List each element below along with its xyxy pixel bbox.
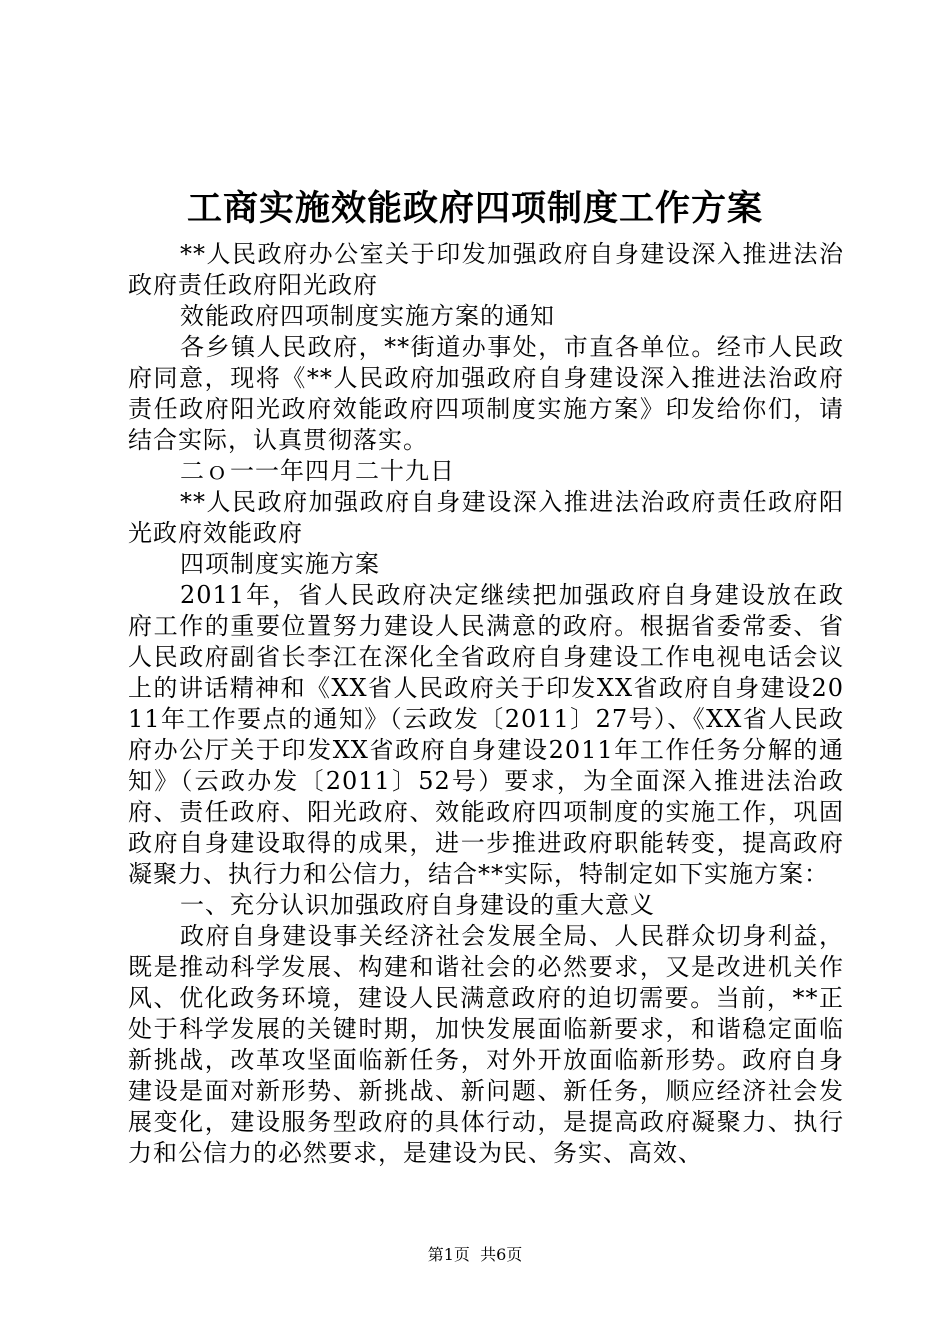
paragraph-plan-heading-2: 四项制度实施方案 <box>180 550 380 578</box>
page-footer <box>0 1244 950 1266</box>
paragraph-notice-heading-2: 效能政府四项制度实施方案的通知 <box>180 302 555 330</box>
page-number: 第1页 <box>427 1245 470 1264</box>
paragraph-plan-heading-1: **人民政府加强政府自身建设深入推进法治政府责任政府阳光政府效能政府 <box>128 488 844 547</box>
paragraph-notice-body: 各乡镇人民政府，**街道办事处，市直各单位。经市人民政府同意，现将《**人民政府加强政府自身建设深入推进法治政府责任政府阳光政府效能政府四项制度实施方案》印发给你们，请结合实际，认真贯彻落实。 <box>128 333 844 454</box>
paragraph-notice-heading-1: **人民政府办公室关于印发加强政府自身建设深入推进法治政府责任政府阳光政府 <box>128 240 844 299</box>
section-heading-1: 一、充分认识加强政府自身建设的重大意义 <box>180 891 655 919</box>
paragraph-plan-intro: 2011年，省人民政府决定继续把加强政府自身建设放在政府工作的重要位置努力建设人民满意的政府。根据省委常委、省人民政府副省长李江在深化全省政府自身建设工作电视电话会议上的讲话精神和《XX省人民政府关于印发XX省政府自身建设2011年工作要点的通知》（云政发〔2011〕27号）、《XX省人民政府办公厅关于印发XX省政府自身建设2011年工作任务分解的通知》（云政办发〔2011〕52号）要求，为全面深入推进法治政府、责任政府、阳光政府、效能政府四项制度的实施工作，巩固政府自身建设取得的成果，进一步推进政府职能转变，提高政府凝聚力、执行力和公信力，结合**实际，特制定如下实施方案： <box>128 581 844 888</box>
document-body <box>128 239 844 1169</box>
document-title: 工商实施效能政府四项制度工作方案 <box>186 188 763 229</box>
paragraph-section-1-body: 政府自身建设事关经济社会发展全局、人民群众切身利益，既是推动科学发展、构建和谐社会的必然要求，又是改进机关作风、优化政务环境，建设人民满意政府的迫切需要。当前，**正处于科学发展的关键时期，加快发展面临新要求，和谐稳定面临新挑战，改革攻坚面临新任务，对外开放面临新形势。政府自身建设是面对新形势、新挑战、新问题、新任务，顺应经济社会发展变化，建设服务型政府的具体行动，是提高政府凝聚力、执行力和公信力的必然要求，是建设为民、务实、高效、 <box>128 922 844 1167</box>
page-total: 共6页 <box>480 1245 523 1264</box>
paragraph-date: 二ｏ一一年四月二十九日 <box>180 457 455 485</box>
